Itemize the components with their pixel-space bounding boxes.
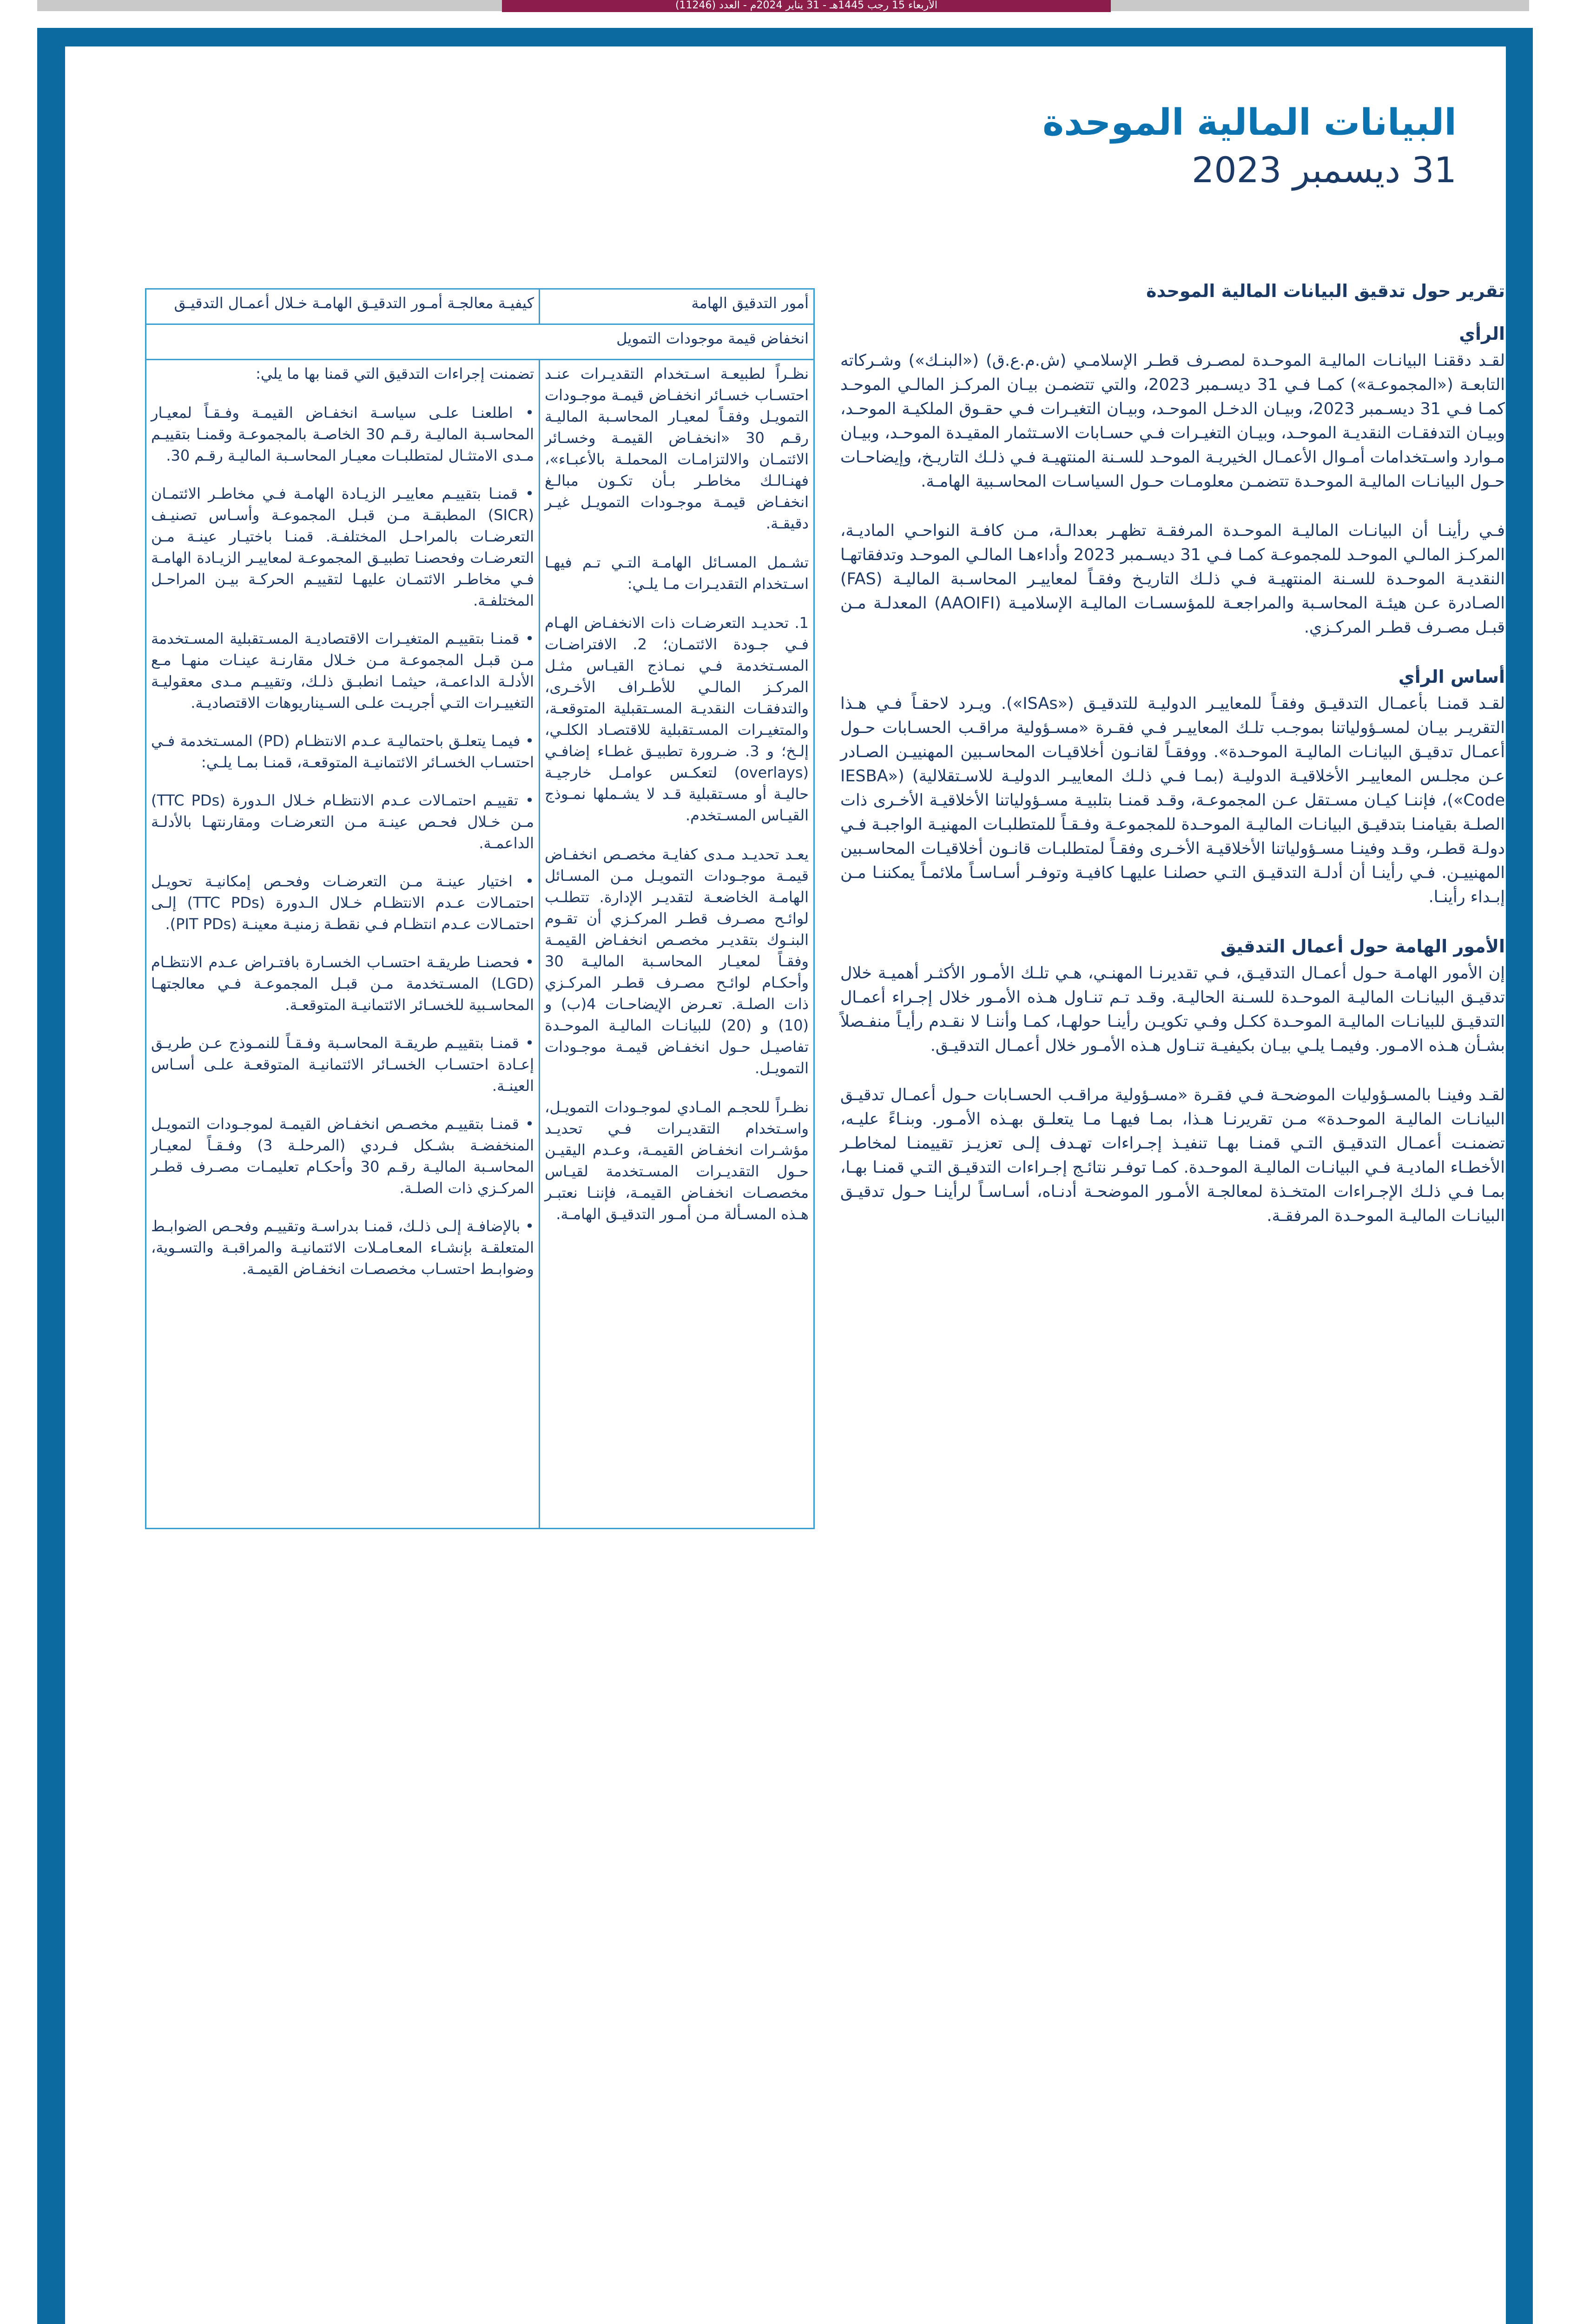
matter-paragraph: تشـمل المسـائل الهامـة التـي تـم فيهـا اسـتخدام التقديـرات مـا يلـي: xyxy=(545,553,809,593)
opinion-paragraph-2: فـي رأينـا أن البيانـات الماليـة الموحـدة المرفقـة تظهـر بعدالـة، مـن كافـة النواحـي الماديـة، المركـز المالـي الموحـد للمجموعـة كمـا فـي 31 ديسـمبر 2023 وأداءهـا المالـي الموحـد وتدفقاتهـا النقديـة الموحـدة للسـنة المنتهيـة فـي ذلـك التاريـخ وفقـاً لمعاييـر المحاسـبة الماليـة (FAS) الصـادرة عـن هيئـة المحاسـبة والمراجعـة للمؤسسـات الماليـة الإسلاميـة (AAOIFI) المعدلـة مـن قبـل مصـرف قطـر المركـزي. xyxy=(840,522,1505,637)
matter-paragraph: نظـراً لطبيعـة اسـتخدام التقديـرات عنـد احتسـاب خسـائر انخفـاض قيمـة موجـودات التمويـل وفقـاً لمعيـار المحاسـبة الماليـة رقـم 30 «انخفـاض القيمـة وخسـائر الائتمـان والالتزامـات المحملـة بالأعبـاء»، فهنـالـك مخاطـر بـأن تكـون مبالـغ انخفـاض قيمـة موجـودات التمويـل غيـر دقيقـة. xyxy=(545,364,809,532)
list-item: • اطلعنـا علـى سياسـة انخفـاض القيمـة وفـقـاً لمعيـار المحاسـبة الماليـة رقـم 30 الخاصـة بالمجموعـة وقمنـا بتقييـم مـدى الامتثـال لمتطلبـات معيـار المحاسـبة الماليـة رقـم 30. xyxy=(151,402,534,466)
opinion-paragraph-1: لقـد دققنـا البيانـات الماليـة الموحـدة لمصـرف قطـر الإسلامـي (ش.م.ع.ق) («البنـك») وشـركاته التابعـة («المجموعـة») كمـا فـي 31 ديسـمبر 2023، والتي تتضمـن بيـان المركـز المالـي الموحـد كمـا فـي 31 ديسـمبر 2023، وبيـان الدخـل الموحـد، وبيـان التغيـرات فـي حقـوق الملكيـة الموحـد، وبيـان التدفقـات النقديـة الموحـد، وبيـان التغيـرات فـي حسـابات الاسـتثمار المقيـدة الموحـد، وبيـان مـوارد واسـتخدامات أمـوال الأعمـال الخيريـة الموحـد للسـنة المنتهيـة فـي ذلـك التاريـخ، وإيضاحـات حـول البيانـات الماليـة الموحـدة تتضمـن معلومـات حـول السياسـات المحاسـبية الهامـة. xyxy=(840,351,1505,491)
key-audit-matters-table xyxy=(145,288,815,1529)
masthead-divider-left xyxy=(37,0,502,11)
response-intro: تضمنت إجراءات التدقيق التي قمنا بها ما يلي: xyxy=(256,364,534,383)
kam-heading: الأمور الهامة حول أعمال التدقيق xyxy=(1220,936,1505,957)
report-heading: تقرير حول تدقيق البيانات المالية الموحدة xyxy=(1146,281,1505,301)
basis-heading: أساس الرأي xyxy=(1398,667,1505,687)
list-item: • فيمـا يتعلـق باحتماليـة عـدم الانتظـام (PD) المسـتخدمة فـي احتسـاب الخسـائر الائتمانيـة المتوقعـة، قمنـا بمـا يلـي: xyxy=(151,730,534,773)
kam-paragraph-2: لقـد وفينـا بالمسـؤوليات الموضحـة فـي فقـرة «مسـؤولية مراقـب الحسـابات حـول أعمـال تدقيـق البيانـات الماليـة الموحـدة» مـن تقريرنـا هـذا، بمـا فيهـا مـا يتعلـق بهـذه الأمـور. وبنـاءً عليـه، تضمنـت أعمـال التدقيـق التـي قمنـا بهـا تنفيـذ إجـراءات تهـدف إلـى تعزيـز تقييمنـا لمخاطـر الأخطـاء الماديـة فـي البيانـات الماليـة الموحـدة. كمـا توفـر نتائـج إجـراءات التدقيـق التـي قمنـا بهـا، بمـا فـي ذلـك الإجـراءات المتخـذة لمعالجـة الأمـور الموضحـة أدنـاه، أسـاسـاً لرأينـا حـول تدقيـق البيانـات الماليـة الموحـدة المرفقـة. xyxy=(840,1086,1505,1225)
list-item: • اختيار عينـة مـن التعرضـات وفحـص إمكانيـة تحويـل احتمـالات عـدم الانتظـام خـلال الـدورة (TTC PDs) إلـى احتمـالات عـدم انتظـام فـي نقطـة زمنيـة معينـة (PIT PDs). xyxy=(151,871,534,935)
list-item: • قمنـا بتقييـم طريقـة المحاسـبة وفـقـاً للنمـوذج عـن طريـق إعـادة احتسـاب الخسـائر الائتمانيـة المتوقعـة علـى أسـاس العينـة. xyxy=(151,1032,534,1096)
list-item: • قمنـا بتقييـم مخصـص انخفـاض القيمـة لموجـودات التمويـل المنخفضـة بشـكل فـردي (المرحلـة 3) وفـقـاً لمعيـار المحاسـبة الماليـة رقـم 30 وأحكـام تعليمـات مصـرف قطـر المركـزي ذات الصلـة. xyxy=(151,1113,534,1199)
response-list xyxy=(151,402,534,1280)
list-item: • قمنـا بتقييـم معاييـر الزيـادة الهامـة فـي مخاطـر الائتمـان (SICR) المطبقـة مـن قبـل المجموعـة وأسـاس تصنيـف التعرضـات بالمراحـل المختلفـة. قمنـا باختيـار عينـة مـن التعرضـات وفحصنـا تطبيـق المجموعـة لمعاييـر الزيـادة الهامـة فـي مخاطـر الائتمـان عليهـا لتقييـم الحركـة بيـن المراحـل المختلفـة. xyxy=(151,483,534,611)
kam-paragraph-1: إن الأمور الهامـة حـول أعمـال التدقيـق، فـي تقديرنـا المهنـي، هـي تلـك الأمـور الأكثـر أهميـة خلال تدقيـق البيانـات الماليـة الموحـدة للسـنة الحاليـة. وقـد تـم تنـاول هـذه الأمـور خلال إجـراء أعمـال التدقيـق للبيانـات الماليـة الموحـدة ككـل وفـي تكويـن رأينـا حولهـا، كمـا وأننـا لا نقـدم رأيـاً منفـصلاً بشـأن هـذه الامـور. وفيمـا يلـي بيـان بكيفيـة تنـاول هـذه الأمـور خلال أعمـال التدقيـق. xyxy=(840,964,1505,1055)
section-title: انخفاض قيمة موجودات التمويل xyxy=(146,324,814,359)
table-header-row xyxy=(146,289,814,324)
basis-paragraph: لقـد قمنـا بأعمـال التدقيـق وفقـاً للمعاييـر الدوليـة للتدقيـق («ISAs»). ويـرد لاحقـاً فـي هـذا التقريـر بيـان لمسـؤولياتنا بموجـب تلـك المعاييـر فـي فقـرة «مسـؤولية مراقـب الحسـابات حـول أعمـال تدقيـق البيانـات الماليـة الموحـدة». ووفقـاً لقانـون أخلاقيـات المحاسـبين المهنييـن الصـادر عـن مجلـس المعاييـر الأخلاقيـة الدوليـة (بمـا فـي ذلـك المعاييـر الدوليـة للاسـتقلالية) («IESBA Code»)، فإننـا كيـان مسـتقل عـن المجموعـة، وقـد قمنـا بتلبيـة مسـؤولياتنا الأخلاقيـة الأخـرى ذات الصلـة بقيامنـا بتدقيـق البيانـات الماليـة الموحـدة للمجموعـة وفـقـاً للمتطلبـات المهنيـة الواجبـة فـي دولـة قطـر، وقـد وفينـا مسـؤولياتنا الأخلاقيـة الأخـرى وفقـاً لمتطلبـات قانـون أخلاقيـات المحاسـبين المهنييـن. فـي رأينـا أن أدلـة التدقيـق التـي حصلنـا عليهـا كافيـة وتوفـر أسـاسـاً ملائمـاً يمكننـا مـن إبـداء رأينـا. xyxy=(840,694,1505,906)
opinion-heading: الرأي xyxy=(1459,324,1505,344)
audit-report xyxy=(840,279,1505,1253)
matter-paragraph: نظـراً للحجـم المـادي لموجـودات التمويـل، واسـتخدام التقديـرات فـي تحديـد مؤشـرات انخفـاض القيمـة، وعـدم اليقيـن حـول التقديـرات المسـتخدمة لقيـاس مخصصـات انخفـاض القيمـة، فإننـا نعتبـر هـذه المسـألة مـن أمـور التدقيـق الهامـة. xyxy=(545,1098,809,1223)
header-audit-matter: أمور التدقيق الهامة xyxy=(540,289,814,324)
audit-matter-cell xyxy=(540,359,814,1528)
table-section-row xyxy=(146,324,814,359)
masthead-divider-right xyxy=(1111,0,1529,11)
list-item: • بالإضافـة إلـى ذلـك، قمنـا بدراسـة وتقييـم وفحـص الضوابـط المتعلقـة بإنشـاء المعـامـلات الائتمانيـة والمراقبـة والتسـوية، وضوابـط احتسـاب مخصصـات انخفـاض القيمـة. xyxy=(151,1215,534,1280)
audit-response-cell xyxy=(146,359,540,1528)
matter-paragraph: يعـد تحديـد مـدى كفايـة مخصـص انخفـاض قيمـة موجـودات التمويـل مـن المسـائل الهامـة الخاضعـة لتقديـر الإدارة. تتطلـب لوائـح مصـرف قطـر المركـزي أن تقـوم البنـوك بتقديـر مخصـص انخفـاض القيمـة وفقـاً لمعيـار المحاسـبة الماليـة 30 وأحكـام لوائـح مصـرف قطـر المركـزي ذات الصلـة. تعـرض الإيضاحـات 4(ب) و (10) و (20) للبيانـات الماليـة الموحـدة تفاصيـل حـول انخفـاض قيمـة موجـودات التمويـل. xyxy=(545,845,809,1077)
newspaper-masthead xyxy=(0,0,1570,12)
masthead-date-line: الأربعاء 15 رجب 1445هـ - 31 يناير 2024م - العدد (11246) xyxy=(502,0,1111,12)
table-row xyxy=(146,359,814,1528)
page-subtitle: 31 ديسمبر 2023 xyxy=(1191,149,1457,191)
matter-paragraph: 1. تحديـد التعرضـات ذات الانخفـاض الهـام فـي جـودة الائتمـان؛ 2. الافتراضـات المسـتخدمة فـي نمـاذج القيـاس مثـل المركـز المالـي للأطـراف الأخـرى، والتدفقـات النقديـة المسـتقبلية المتوقعـة، والمتغيـرات المسـتقبلية للاقتصـاد الكلـي، إلـخ؛ و 3. ضـرورة تطبيـق غطـاء إضافـي (overlays) لتعكـس عوامـل خارجيـة حاليـة أو مسـتقبلية قـد لا يشـملها نمـوذج القيـاس المسـتخدم. xyxy=(545,614,809,824)
list-item: • فحصنـا طريقـة احتسـاب الخسـارة بافتـراض عـدم الانتظـام (LGD) المسـتخدمة مـن قبـل المجموعـة فـي معالجتهـا المحاسـبية للخسـائر الائتمانيـة المتوقعـة. xyxy=(151,951,534,1016)
page-title: البيانات المالية الموحدة xyxy=(1042,102,1457,144)
list-item: • قمنـا بتقييـم المتغيـرات الاقتصاديـة المسـتقبلية المسـتخدمة مـن قبـل المجموعـة مـن خـلال مقارنـة عينـات منهـا مـع الأدلـة الداعمـة، حيثمـا انطبـق ذلـك، وتقييـم مـدى معقوليـة التغييـرات التـي أجريـت علـى السـيناريوهات الاقتصاديـة. xyxy=(151,628,534,713)
header-audit-response: كيفيـة معالجـة أمـور التدقيـق الهامـة خـلال أعمـال التدقيـق xyxy=(146,289,540,324)
list-item: • تقييـم احتمـالات عـدم الانتظـام خـلال الـدورة (TTC PDs) مـن خـلال فحـص عينـة مـن التعرضـات ومقارنتهـا بالأدلـة الداعمـة. xyxy=(151,790,534,854)
